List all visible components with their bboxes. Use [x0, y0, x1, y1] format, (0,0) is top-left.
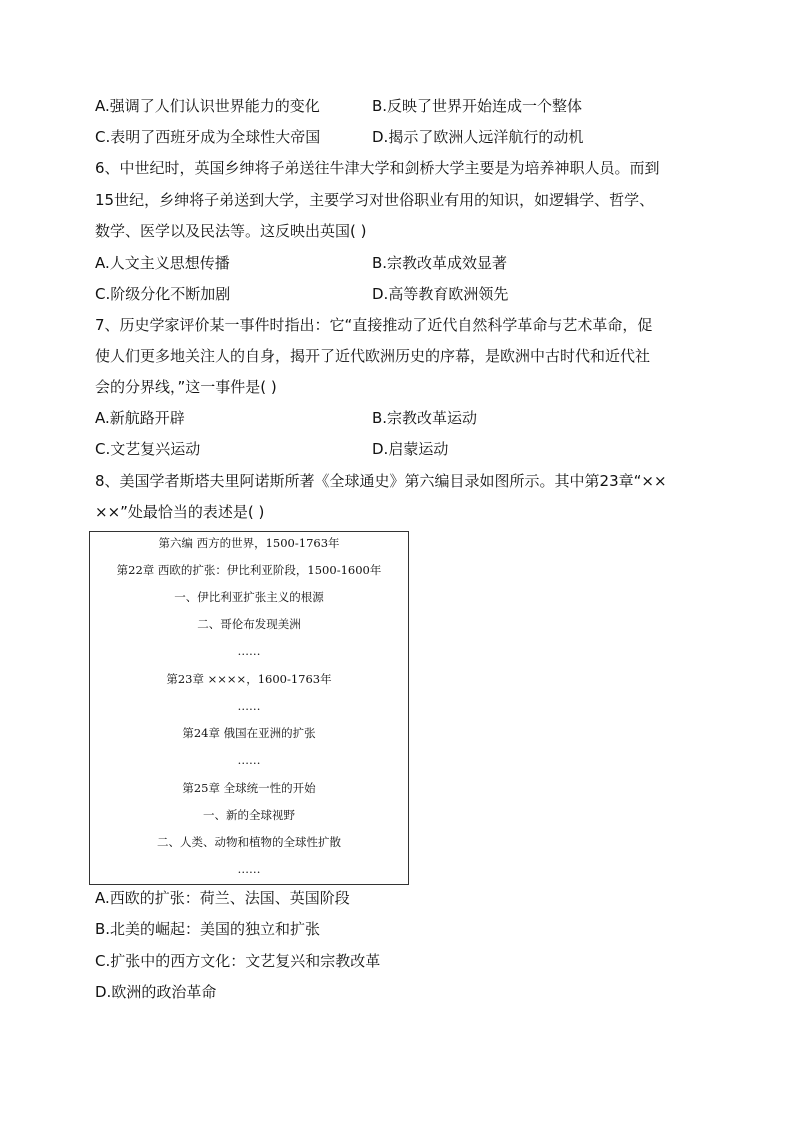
q8-option-c: C.扩张中的西方文化：文艺复兴和宗教改革: [95, 952, 381, 970]
toc-line: 第24章 俄国在亚洲的扩张: [182, 726, 316, 740]
toc-line: ……: [237, 644, 261, 658]
q7-stem-line-3: 会的分界线，”这一事件是( ): [95, 378, 277, 396]
toc-line: ……: [237, 753, 261, 767]
q8-stem-line-1: 8、美国学者斯塔夫里阿诺斯所著《全球通史》第六编目录如图所示。其中第23章“××: [95, 472, 667, 490]
q7-stem-line-1: 7、历史学家评价某一事件时指出：它“直接推动了近代自然科学革命与艺术革命，促: [95, 316, 653, 334]
toc-line: 二、人类、动物和植物的全球性扩散: [157, 835, 341, 849]
toc-line: 第23章 ××××，1600-1763年: [166, 672, 332, 686]
q6-option-c: C.阶级分化不断加剧: [95, 285, 231, 303]
toc-line: 一、新的全球视野: [203, 808, 295, 822]
toc-line: 一、伊比利亚扩张主义的根源: [174, 590, 324, 604]
toc-line: 二、哥伦布发现美洲: [197, 617, 301, 631]
prev-option-d: D.揭示了欧洲人远洋航行的动机: [372, 128, 584, 146]
q8-option-d: D.欧洲的政治革命: [95, 983, 217, 1001]
q8-option-b: B.北美的崛起：美国的独立和扩张: [95, 920, 321, 938]
prev-option-b: B.反映了世界开始连成一个整体: [372, 97, 583, 115]
prev-option-c: C.表明了西班牙成为全球性大帝国: [95, 128, 321, 146]
q7-option-b: B.宗教改革运动: [372, 409, 478, 427]
q7-option-a: A.新航路开辟: [95, 409, 185, 427]
toc-line: 第六编 西方的世界，1500-1763年: [158, 536, 340, 550]
prev-option-a: A.强调了人们认识世界能力的变化: [95, 97, 320, 115]
q8-stem-line-2: ××”处最恰当的表述是( ): [95, 503, 265, 521]
toc-line: 第22章 西欧的扩张：伊比利亚阶段，1500-1600年: [116, 563, 382, 577]
toc-line: ……: [237, 862, 261, 876]
q7-stem-line-2: 使人们更多地关注人的自身，揭开了近代欧洲历史的序幕，是欧洲中古时代和近代社: [95, 347, 651, 365]
q6-stem-line-1: 6、中世纪时，英国乡绅将子弟送往牛津大学和剑桥大学主要是为培养神职人员。而到: [95, 159, 660, 177]
toc-line: ……: [237, 699, 261, 713]
q7-option-d: D.启蒙运动: [372, 440, 449, 458]
q7-option-c: C.文艺复兴运动: [95, 440, 201, 458]
q6-option-b: B.宗教改革成效显著: [372, 254, 508, 272]
q6-option-d: D.高等教育欧洲领先: [372, 285, 509, 303]
q6-stem-line-3: 数学、医学以及民法等。这反映出英国( ): [95, 222, 367, 240]
q6-option-a: A.人文主义思想传播: [95, 254, 230, 272]
q8-option-a: A.西欧的扩张：荷兰、法国、英国阶段: [95, 889, 350, 907]
table-of-contents-figure: [89, 531, 409, 885]
q6-stem-line-2: 15世纪，乡绅将子弟送到大学，主要学习对世俗职业有用的知识，如逻辑学、哲学、: [95, 191, 655, 209]
toc-line: 第25章 全球统一性的开始: [182, 781, 316, 795]
